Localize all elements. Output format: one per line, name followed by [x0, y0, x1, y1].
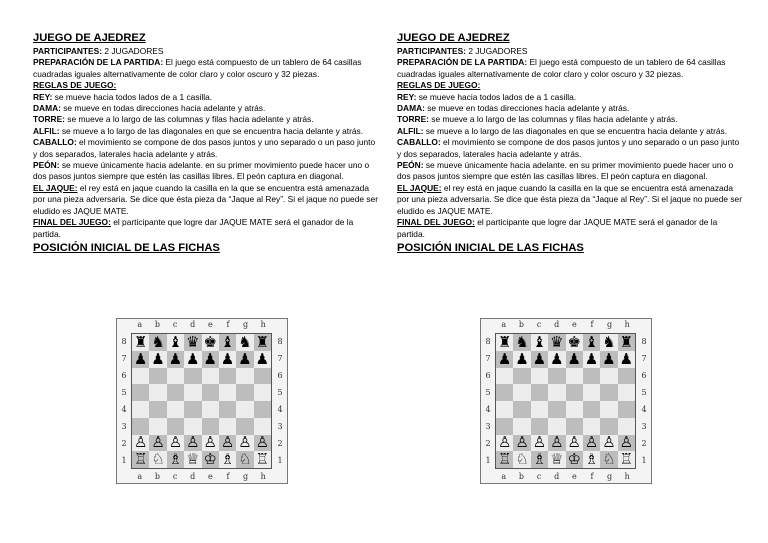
- board-square-e7: ♟: [203, 349, 217, 368]
- torre-paragraph: [397, 114, 742, 125]
- board-square-c2: ♙: [532, 433, 547, 452]
- board-square-e5: [202, 384, 219, 401]
- preparacion-paragraph: [33, 57, 378, 80]
- torre-paragraph: [33, 114, 378, 125]
- rank-label: 8: [485, 337, 491, 346]
- board-square-a8: ♜: [133, 332, 148, 351]
- board-square-e8: ♚: [567, 332, 581, 351]
- board-square-f3: [219, 418, 236, 435]
- rey-text: se mueve hacia todos lados de a 1 casilla.: [416, 91, 577, 102]
- file-label: d: [554, 320, 560, 329]
- board-square-c6: [531, 368, 548, 385]
- final-paragraph: [33, 217, 378, 240]
- peon-label: PEÓN:: [33, 160, 60, 171]
- torre-text: se mueve a lo largo de las columnas y filas hacia adelante y atrás.: [428, 114, 678, 125]
- board-square-g6: [236, 368, 253, 385]
- board-square-e3: [566, 418, 583, 435]
- board-square-f6: [583, 368, 600, 385]
- file-labels-bottom: [495, 471, 636, 483]
- alfil-text: se mueve a lo largo de las diagonales en que se encuentra hacia delante y atrás.: [423, 125, 728, 136]
- board-square-g5: [236, 384, 253, 401]
- file-label: e: [571, 472, 577, 481]
- file-labels-top: [495, 319, 636, 331]
- board-square-f1: ♗: [584, 450, 599, 469]
- file-label: d: [190, 472, 196, 481]
- board-square-d4: [184, 401, 201, 418]
- dama-text: se mueve en todas direcciones hacia adelante y atrás.: [424, 103, 630, 114]
- document-panel-left: [33, 32, 378, 255]
- file-label: e: [207, 472, 213, 481]
- board-square-g4: [600, 401, 617, 418]
- board-square-f7: ♟: [220, 349, 235, 368]
- rank-label: 5: [641, 388, 647, 397]
- jaque-label: EL JAQUE:: [397, 182, 442, 193]
- board-square-a6: [496, 368, 513, 385]
- file-label: c: [536, 320, 542, 329]
- participantes-text: 2 JUGADORES: [102, 46, 164, 56]
- board-square-h6: [254, 368, 271, 385]
- caballo-label: CABALLO:: [397, 137, 441, 148]
- board-square-e5: [566, 384, 583, 401]
- preparacion-label: PREPARACIÓN DE LA PARTIDA:: [33, 57, 164, 68]
- board-square-c1: ♗: [168, 450, 183, 469]
- file-label: b: [518, 472, 524, 481]
- board-square-e2: ♙: [203, 433, 217, 452]
- rey-paragraph: [397, 92, 742, 103]
- board-square-h3: [254, 418, 271, 435]
- file-label: f: [590, 320, 594, 329]
- rank-label: 3: [121, 422, 127, 431]
- participantes-label: PARTICIPANTES:: [397, 46, 467, 56]
- board-square-g2: ♙: [238, 433, 252, 452]
- file-label: b: [154, 320, 160, 329]
- board-square-b5: [513, 384, 530, 401]
- rank-labels-right: [273, 333, 287, 469]
- board-square-f8: ♝: [584, 332, 599, 351]
- doc-title: JUEGO DE AJEDREZ: [397, 32, 510, 44]
- board-square-e6: [202, 368, 219, 385]
- rank-label: 6: [485, 371, 491, 380]
- board-square-d7: ♟: [550, 349, 564, 368]
- peon-text: se mueve únicamente hacia adelante. en su primer movimiento puede hacer uno o dos pasos juntos siempre que estén las casillas libres. El peón captura en diagonal.: [33, 160, 370, 182]
- preparacion-text: El juego está compuesto de un tablero de 64 casillas cuadradas iguales alternativamente de color claro y color oscuro y 32 piezas.: [33, 57, 362, 79]
- rey-text: se mueve hacia todos lados de a 1 casilla.: [52, 91, 213, 102]
- board-square-b8: ♞: [515, 332, 529, 351]
- board-square-h6: [618, 368, 635, 385]
- file-label: a: [501, 320, 507, 329]
- board-square-h1: ♖: [619, 450, 634, 469]
- final-text: el participante que logre dar JAQUE MATE será el ganador de la partida.: [397, 217, 718, 239]
- rey-label: REY:: [33, 91, 53, 102]
- board-square-a1: ♖: [497, 450, 512, 469]
- rank-label: 8: [641, 337, 647, 346]
- participantes-label: PARTICIPANTES:: [33, 46, 103, 56]
- peon-paragraph: [397, 160, 742, 183]
- board-square-a7: ♟: [133, 349, 148, 368]
- file-label: g: [243, 320, 249, 329]
- board-square-e6: [566, 368, 583, 385]
- board-square-h7: ♟: [619, 349, 634, 368]
- board-square-h2: ♙: [255, 433, 270, 452]
- file-label: h: [260, 472, 266, 481]
- board-square-e4: [566, 401, 583, 418]
- board-square-d2: ♙: [550, 433, 564, 452]
- board-square-b3: [513, 418, 530, 435]
- board-square-b7: ♟: [151, 349, 165, 368]
- caballo-text: el movimiento se compone de dos pasos juntos y uno separado o un paso junto y dos separados, laterales hacia adelante y atrás.: [33, 137, 376, 159]
- caballo-label: CABALLO:: [33, 137, 77, 148]
- board-square-a3: [132, 418, 149, 435]
- rank-label: 3: [641, 422, 647, 431]
- alfil-label: ALFIL:: [33, 125, 60, 136]
- board-square-d3: [548, 418, 565, 435]
- board-square-b8: ♞: [151, 332, 165, 351]
- rank-label: 1: [641, 456, 647, 465]
- board-square-f8: ♝: [220, 332, 235, 351]
- board-square-c1: ♗: [532, 450, 547, 469]
- board-square-h3: [618, 418, 635, 435]
- rank-label: 6: [277, 371, 283, 380]
- board-square-f7: ♟: [584, 349, 599, 368]
- board-grid: [495, 333, 636, 469]
- peon-label: PEÓN:: [397, 160, 424, 171]
- file-label: h: [624, 472, 630, 481]
- board-square-e8: ♚: [203, 332, 217, 351]
- board-square-a5: [496, 384, 513, 401]
- board-square-h4: [618, 401, 635, 418]
- rank-label: 5: [121, 388, 127, 397]
- rank-label: 7: [485, 354, 491, 363]
- file-label: a: [501, 472, 507, 481]
- board-square-h7: ♟: [255, 349, 270, 368]
- board-square-f1: ♗: [220, 450, 235, 469]
- board-square-g7: ♟: [602, 349, 616, 368]
- rank-label: 7: [641, 354, 647, 363]
- posicion-heading: POSICIÓN INICIAL DE LAS FICHAS: [33, 241, 220, 254]
- reglas-heading: REGLAS DE JUEGO:: [33, 80, 117, 91]
- rank-label: 4: [277, 405, 283, 414]
- board-square-a2: ♙: [497, 433, 512, 452]
- rank-label: 4: [121, 405, 127, 414]
- dama-label: DAMA:: [397, 103, 425, 114]
- file-label: e: [207, 320, 213, 329]
- file-label: d: [190, 320, 196, 329]
- final-label: FINAL DEL JUEGO:: [397, 217, 475, 228]
- board-square-c7: ♟: [168, 349, 183, 368]
- board-square-c5: [167, 384, 184, 401]
- final-text: el participante que logre dar JAQUE MATE será el ganador de la partida.: [33, 217, 354, 239]
- board-square-g3: [236, 418, 253, 435]
- board-square-g1: ♘: [238, 450, 252, 469]
- board-square-a8: ♜: [497, 332, 512, 351]
- file-label: f: [226, 472, 230, 481]
- chess-board-right: [480, 318, 652, 484]
- participantes-paragraph: [397, 46, 742, 57]
- board-square-c3: [531, 418, 548, 435]
- board-square-d6: [184, 368, 201, 385]
- board-square-a6: [132, 368, 149, 385]
- board-square-c4: [167, 401, 184, 418]
- rank-label: 1: [277, 456, 283, 465]
- board-square-f4: [583, 401, 600, 418]
- file-label: a: [137, 472, 143, 481]
- board-square-c6: [167, 368, 184, 385]
- board-square-d4: [548, 401, 565, 418]
- board-square-a2: ♙: [133, 433, 148, 452]
- file-label: g: [243, 472, 249, 481]
- board-grid: [131, 333, 272, 469]
- board-square-a4: [132, 401, 149, 418]
- dama-paragraph: [397, 103, 742, 114]
- file-label: b: [518, 320, 524, 329]
- rank-label: 5: [277, 388, 283, 397]
- rank-label: 3: [485, 422, 491, 431]
- alfil-text: se mueve a lo largo de las diagonales en que se encuentra hacia delante y atrás.: [59, 125, 364, 136]
- file-label: f: [590, 472, 594, 481]
- board-square-g4: [236, 401, 253, 418]
- preparacion-label: PREPARACIÓN DE LA PARTIDA:: [397, 57, 528, 68]
- rank-labels-left: [481, 333, 495, 469]
- rank-label: 6: [121, 371, 127, 380]
- file-label: a: [137, 320, 143, 329]
- board-square-f6: [219, 368, 236, 385]
- board-square-g5: [600, 384, 617, 401]
- rank-labels-left: [117, 333, 131, 469]
- board-square-b7: ♟: [515, 349, 529, 368]
- board-square-h5: [254, 384, 271, 401]
- participantes-paragraph: [33, 46, 378, 57]
- board-square-b1: ♘: [515, 450, 529, 469]
- board-square-h8: ♜: [619, 332, 634, 351]
- rank-label: 3: [277, 422, 283, 431]
- board-square-b5: [149, 384, 166, 401]
- board-square-c8: ♝: [168, 332, 183, 351]
- board-square-b1: ♘: [151, 450, 165, 469]
- file-labels-bottom: [131, 471, 272, 483]
- file-label: h: [624, 320, 630, 329]
- rank-label: 1: [121, 456, 127, 465]
- board-square-b2: ♙: [515, 433, 529, 452]
- reglas-heading-paragraph: [397, 80, 742, 91]
- jaque-label: EL JAQUE:: [33, 182, 78, 193]
- rey-paragraph: [33, 92, 378, 103]
- board-square-g6: [600, 368, 617, 385]
- rank-label: 4: [641, 405, 647, 414]
- rank-label: 6: [641, 371, 647, 380]
- board-square-d2: ♙: [186, 433, 200, 452]
- board-square-a5: [132, 384, 149, 401]
- torre-label: TORRE:: [33, 114, 65, 125]
- rank-label: 2: [277, 439, 283, 448]
- preparacion-paragraph: [397, 57, 742, 80]
- board-square-c4: [531, 401, 548, 418]
- dama-label: DAMA:: [33, 103, 61, 114]
- board-square-d5: [184, 384, 201, 401]
- board-square-f2: ♙: [584, 433, 599, 452]
- board-square-c3: [167, 418, 184, 435]
- document-panel-right: [397, 32, 742, 255]
- board-square-g2: ♙: [602, 433, 616, 452]
- jaque-text: el rey está en jaque cuando la casilla en la que se encuentra está amenazada por una pieza adversaria. Se dice que ésta pieza da “Jaque al Rey”. Si el jaque no puede ser eludido es JAQUE MATE.: [33, 182, 378, 216]
- rank-label: 7: [121, 354, 127, 363]
- file-label: c: [536, 472, 542, 481]
- board-square-c7: ♟: [532, 349, 547, 368]
- board-square-d6: [548, 368, 565, 385]
- dama-paragraph: [33, 103, 378, 114]
- rank-label: 8: [277, 337, 283, 346]
- board-square-d7: ♟: [186, 349, 200, 368]
- board-square-f2: ♙: [220, 433, 235, 452]
- rank-label: 4: [485, 405, 491, 414]
- rank-label: 8: [121, 337, 127, 346]
- board-square-d8: ♛: [550, 332, 564, 351]
- board-square-d3: [184, 418, 201, 435]
- rank-label: 2: [641, 439, 647, 448]
- board-square-c8: ♝: [532, 332, 547, 351]
- board-square-d1: ♕: [550, 450, 564, 469]
- participantes-text: 2 JUGADORES: [466, 46, 528, 56]
- board-square-b6: [513, 368, 530, 385]
- dama-text: se mueve en todas direcciones hacia adelante y atrás.: [60, 103, 266, 114]
- board-square-f5: [583, 384, 600, 401]
- board-square-b2: ♙: [151, 433, 165, 452]
- peon-paragraph: [33, 160, 378, 183]
- caballo-paragraph: [33, 137, 378, 160]
- rank-label: 5: [485, 388, 491, 397]
- jaque-text: el rey está en jaque cuando la casilla en la que se encuentra está amenazada por una pieza adversaria. Se dice que ésta pieza da “Jaque al Rey”. Si el jaque no puede ser eludido es JAQUE MATE.: [397, 182, 742, 216]
- board-square-e1: ♔: [567, 450, 581, 469]
- board-square-e3: [202, 418, 219, 435]
- torre-text: se mueve a lo largo de las columnas y filas hacia adelante y atrás.: [64, 114, 314, 125]
- board-square-b3: [149, 418, 166, 435]
- preparacion-text: El juego está compuesto de un tablero de 64 casillas cuadradas iguales alternativamente de color claro y color oscuro y 32 piezas.: [397, 57, 726, 79]
- board-square-a1: ♖: [133, 450, 148, 469]
- reglas-heading: REGLAS DE JUEGO:: [397, 80, 481, 91]
- file-label: g: [607, 320, 613, 329]
- board-square-b6: [149, 368, 166, 385]
- board-square-d1: ♕: [186, 450, 200, 469]
- caballo-paragraph: [397, 137, 742, 160]
- rank-label: 2: [485, 439, 491, 448]
- posicion-heading: POSICIÓN INICIAL DE LAS FICHAS: [397, 241, 584, 254]
- alfil-label: ALFIL:: [397, 125, 424, 136]
- board-square-a3: [496, 418, 513, 435]
- rank-labels-right: [637, 333, 651, 469]
- alfil-paragraph: [397, 126, 742, 137]
- jaque-paragraph: [397, 183, 742, 217]
- board-square-d5: [548, 384, 565, 401]
- board-square-d8: ♛: [186, 332, 200, 351]
- board-square-g8: ♞: [602, 332, 616, 351]
- rey-label: REY:: [397, 91, 417, 102]
- board-square-e1: ♔: [203, 450, 217, 469]
- board-square-f4: [219, 401, 236, 418]
- file-label: c: [172, 472, 178, 481]
- file-label: e: [571, 320, 577, 329]
- doc-title: JUEGO DE AJEDREZ: [33, 32, 146, 44]
- file-label: h: [260, 320, 266, 329]
- board-square-h1: ♖: [255, 450, 270, 469]
- board-square-a7: ♟: [497, 349, 512, 368]
- final-paragraph: [397, 217, 742, 240]
- final-label: FINAL DEL JUEGO:: [33, 217, 111, 228]
- peon-text: se mueve únicamente hacia adelante. en su primer movimiento puede hacer uno o dos pasos juntos siempre que estén las casillas libres. El peón captura en diagonal.: [397, 160, 734, 182]
- file-label: c: [172, 320, 178, 329]
- board-square-h2: ♙: [619, 433, 634, 452]
- board-square-a4: [496, 401, 513, 418]
- board-square-g3: [600, 418, 617, 435]
- rank-label: 2: [121, 439, 127, 448]
- board-square-g1: ♘: [602, 450, 616, 469]
- board-square-f3: [583, 418, 600, 435]
- board-square-b4: [513, 401, 530, 418]
- file-label: g: [607, 472, 613, 481]
- file-label: d: [554, 472, 560, 481]
- rank-label: 7: [277, 354, 283, 363]
- board-square-e7: ♟: [567, 349, 581, 368]
- board-square-b4: [149, 401, 166, 418]
- torre-label: TORRE:: [397, 114, 429, 125]
- jaque-paragraph: [33, 183, 378, 217]
- board-square-f5: [219, 384, 236, 401]
- board-square-h4: [254, 401, 271, 418]
- board-square-g7: ♟: [238, 349, 252, 368]
- rank-label: 1: [485, 456, 491, 465]
- reglas-heading-paragraph: [33, 80, 378, 91]
- file-labels-top: [131, 319, 272, 331]
- board-square-g8: ♞: [238, 332, 252, 351]
- chess-board-left: [116, 318, 288, 484]
- board-square-e4: [202, 401, 219, 418]
- alfil-paragraph: [33, 126, 378, 137]
- file-label: f: [226, 320, 230, 329]
- board-square-c5: [531, 384, 548, 401]
- board-square-h5: [618, 384, 635, 401]
- board-square-e2: ♙: [567, 433, 581, 452]
- caballo-text: el movimiento se compone de dos pasos juntos y uno separado o un paso junto y dos separados, laterales hacia adelante y atrás.: [397, 137, 740, 159]
- file-label: b: [154, 472, 160, 481]
- board-square-h8: ♜: [255, 332, 270, 351]
- board-square-c2: ♙: [168, 433, 183, 452]
